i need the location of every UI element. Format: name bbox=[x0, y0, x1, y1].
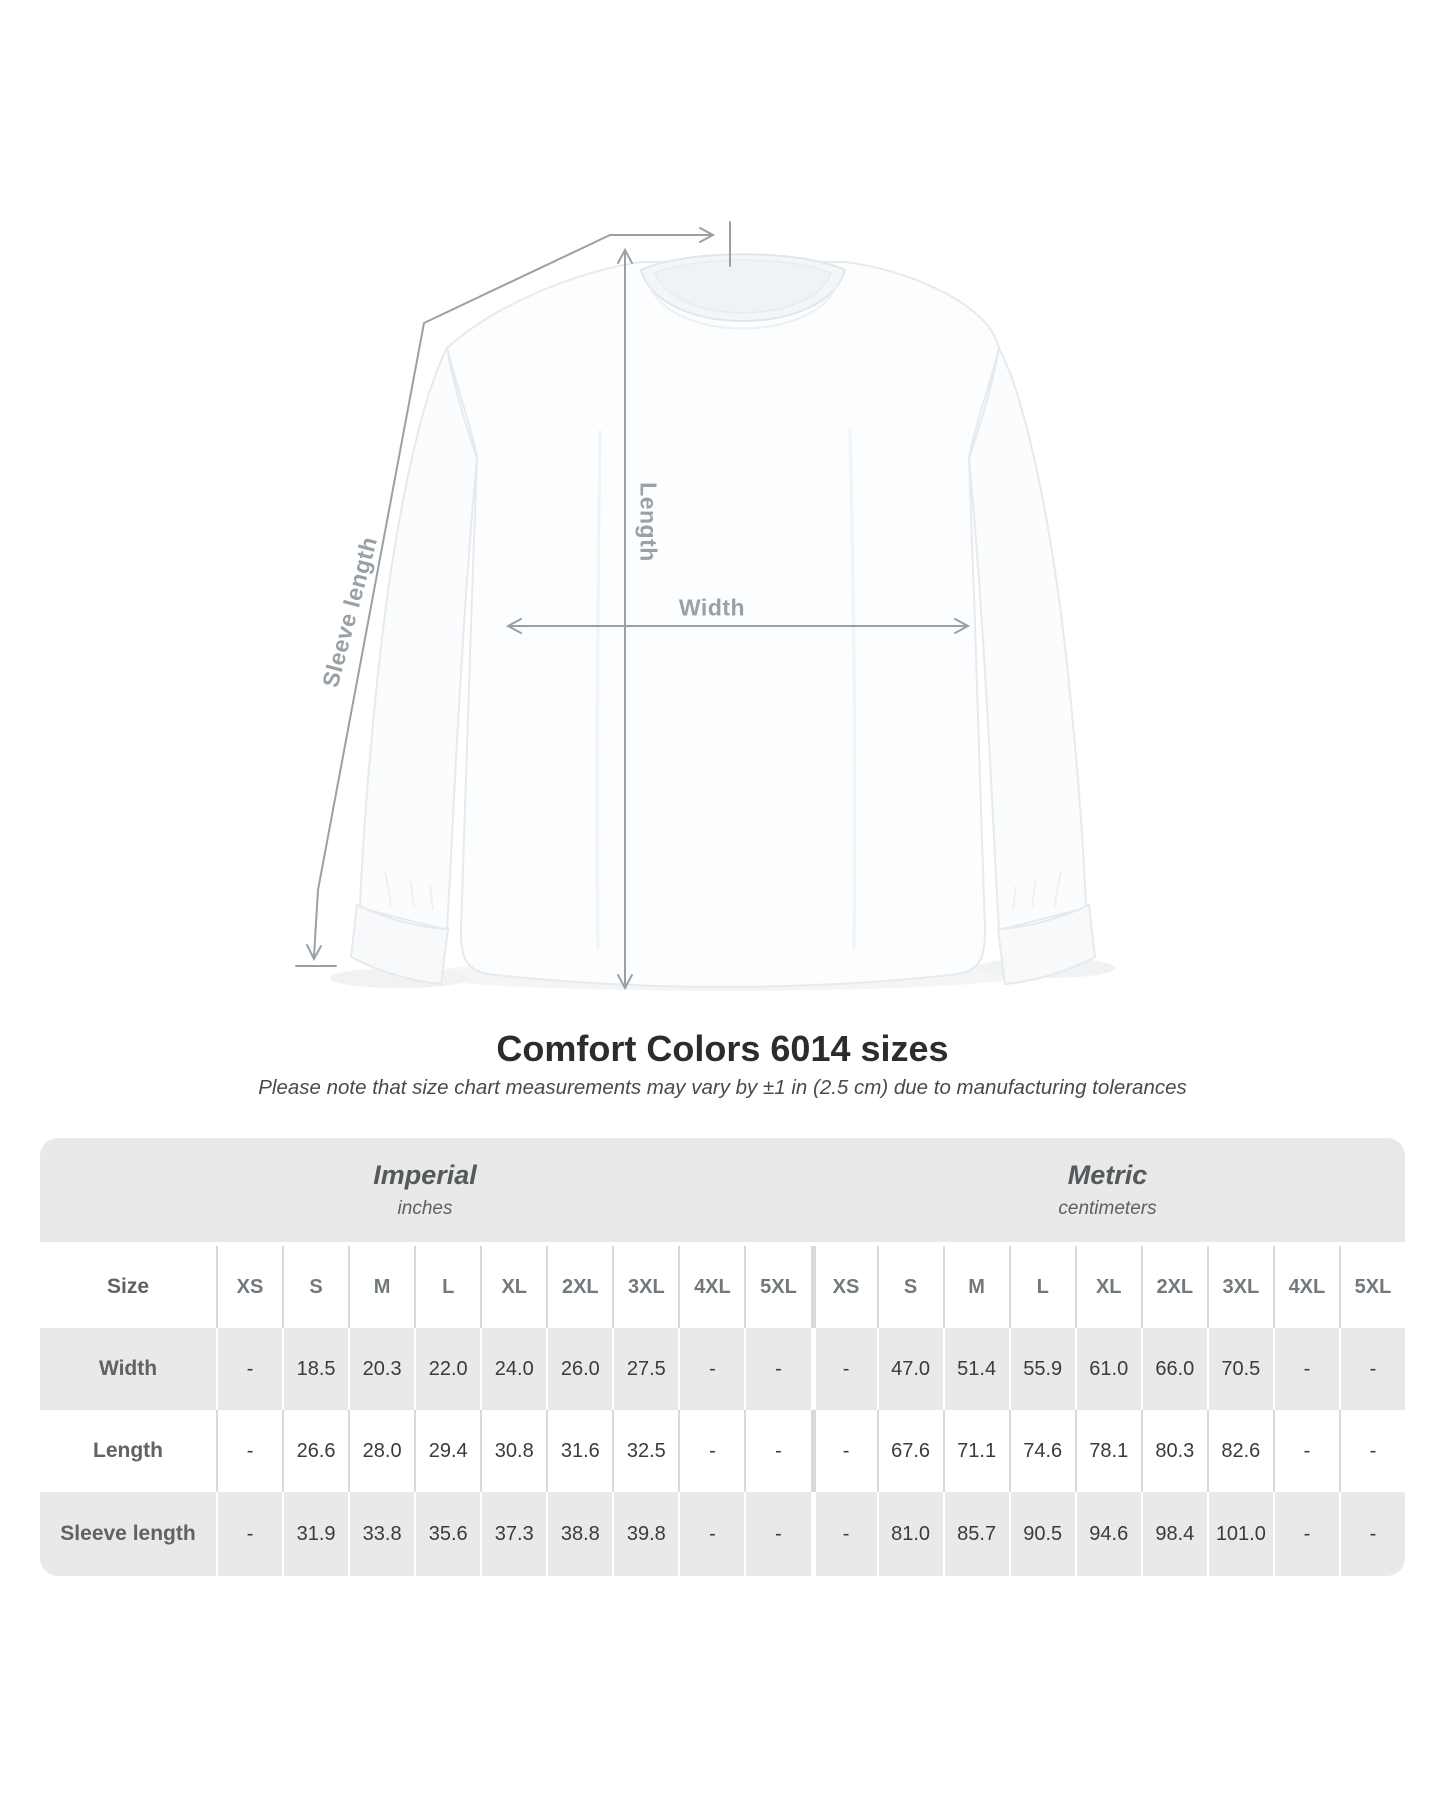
cell: 61.0 bbox=[1075, 1328, 1141, 1410]
cell: 90.5 bbox=[1009, 1492, 1075, 1576]
size-col: M bbox=[943, 1246, 1009, 1328]
imperial-sublabel: inches bbox=[397, 1198, 453, 1219]
cell: 26.0 bbox=[546, 1328, 612, 1410]
cell: - bbox=[678, 1328, 744, 1410]
size-col: L bbox=[1009, 1246, 1075, 1328]
cell: 47.0 bbox=[877, 1328, 943, 1410]
cell: - bbox=[1273, 1492, 1339, 1576]
size-col: 5XL bbox=[1339, 1246, 1405, 1328]
imperial-label: Imperial bbox=[373, 1160, 477, 1190]
cell: 94.6 bbox=[1075, 1492, 1141, 1576]
cell: 31.9 bbox=[282, 1492, 348, 1576]
cell: 78.1 bbox=[1075, 1410, 1141, 1492]
cell: 98.4 bbox=[1141, 1492, 1207, 1576]
cell: 28.0 bbox=[348, 1410, 414, 1492]
size-col: 2XL bbox=[546, 1246, 612, 1328]
cell: - bbox=[811, 1328, 877, 1410]
cell: 29.4 bbox=[414, 1410, 480, 1492]
size-col: 2XL bbox=[1141, 1246, 1207, 1328]
cell: 70.5 bbox=[1207, 1328, 1273, 1410]
length-label: Length bbox=[635, 482, 662, 562]
cell: 31.6 bbox=[546, 1410, 612, 1492]
metric-sublabel: centimeters bbox=[1058, 1198, 1157, 1219]
unit-group-imperial bbox=[40, 1138, 810, 1242]
size-col: M bbox=[348, 1246, 414, 1328]
cell: 80.3 bbox=[1141, 1410, 1207, 1492]
row-label: Length bbox=[93, 1439, 163, 1462]
size-col: XL bbox=[480, 1246, 546, 1328]
cell: 20.3 bbox=[348, 1328, 414, 1410]
cell: 24.0 bbox=[480, 1328, 546, 1410]
row-label: Sleeve length bbox=[60, 1522, 196, 1545]
cell: - bbox=[744, 1492, 810, 1576]
cell: 27.5 bbox=[612, 1328, 678, 1410]
cell: - bbox=[1339, 1492, 1405, 1576]
cell: 85.7 bbox=[943, 1492, 1009, 1576]
size-col: 4XL bbox=[678, 1246, 744, 1328]
cell: 32.5 bbox=[612, 1410, 678, 1492]
cell: - bbox=[1339, 1328, 1405, 1410]
size-col: S bbox=[877, 1246, 943, 1328]
size-col: XS bbox=[811, 1246, 877, 1328]
size-col: 5XL bbox=[744, 1246, 810, 1328]
cell: - bbox=[744, 1328, 810, 1410]
size-header-row bbox=[40, 1246, 1405, 1328]
cell: 71.1 bbox=[943, 1410, 1009, 1492]
cell: 18.5 bbox=[282, 1328, 348, 1410]
cell: 74.6 bbox=[1009, 1410, 1075, 1492]
cell: - bbox=[811, 1492, 877, 1576]
unit-band bbox=[40, 1138, 1405, 1242]
cell: 66.0 bbox=[1141, 1328, 1207, 1410]
size-col: 3XL bbox=[612, 1246, 678, 1328]
cell: - bbox=[678, 1492, 744, 1576]
cell: 101.0 bbox=[1207, 1492, 1273, 1576]
size-col: 4XL bbox=[1273, 1246, 1339, 1328]
tolerance-note: Please note that size chart measurements may vary by ±1 in (2.5 cm) due to manufacturing tolerances bbox=[258, 1076, 1187, 1099]
cell: 51.4 bbox=[943, 1328, 1009, 1410]
cell: 55.9 bbox=[1009, 1328, 1075, 1410]
cell: - bbox=[216, 1492, 282, 1576]
unit-group-metric bbox=[810, 1138, 1405, 1242]
cell: - bbox=[1273, 1410, 1339, 1492]
cell: - bbox=[1339, 1410, 1405, 1492]
cell: - bbox=[216, 1410, 282, 1492]
sleeve-length-label: Sleeve length bbox=[316, 533, 383, 690]
size-col: 3XL bbox=[1207, 1246, 1273, 1328]
cell: - bbox=[678, 1410, 744, 1492]
cell: 39.8 bbox=[612, 1492, 678, 1576]
size-header: Size bbox=[106, 1275, 150, 1298]
size-col: XL bbox=[1075, 1246, 1141, 1328]
cell: 81.0 bbox=[877, 1492, 943, 1576]
cell: 38.8 bbox=[546, 1492, 612, 1576]
cell: - bbox=[811, 1410, 877, 1492]
cell: 82.6 bbox=[1207, 1410, 1273, 1492]
size-col: XS bbox=[216, 1246, 282, 1328]
cell: 30.8 bbox=[480, 1410, 546, 1492]
row-label: Width bbox=[98, 1357, 158, 1380]
cell: 22.0 bbox=[414, 1328, 480, 1410]
cell: - bbox=[744, 1410, 810, 1492]
cell: 35.6 bbox=[414, 1492, 480, 1576]
page-title: Comfort Colors 6014 sizes bbox=[496, 1028, 949, 1069]
cell: - bbox=[216, 1328, 282, 1410]
width-label: Width bbox=[678, 594, 746, 621]
table-row-length bbox=[40, 1410, 1405, 1492]
cell: - bbox=[1273, 1328, 1339, 1410]
cell: 26.6 bbox=[282, 1410, 348, 1492]
size-table bbox=[40, 1138, 1405, 1576]
table-row-width bbox=[40, 1328, 1405, 1410]
table-row-sleeve-length bbox=[40, 1492, 1405, 1576]
size-col: L bbox=[414, 1246, 480, 1328]
metric-label: Metric bbox=[1067, 1160, 1148, 1190]
cell: 67.6 bbox=[877, 1410, 943, 1492]
size-col: S bbox=[282, 1246, 348, 1328]
cell: 37.3 bbox=[480, 1492, 546, 1576]
cell: 33.8 bbox=[348, 1492, 414, 1576]
